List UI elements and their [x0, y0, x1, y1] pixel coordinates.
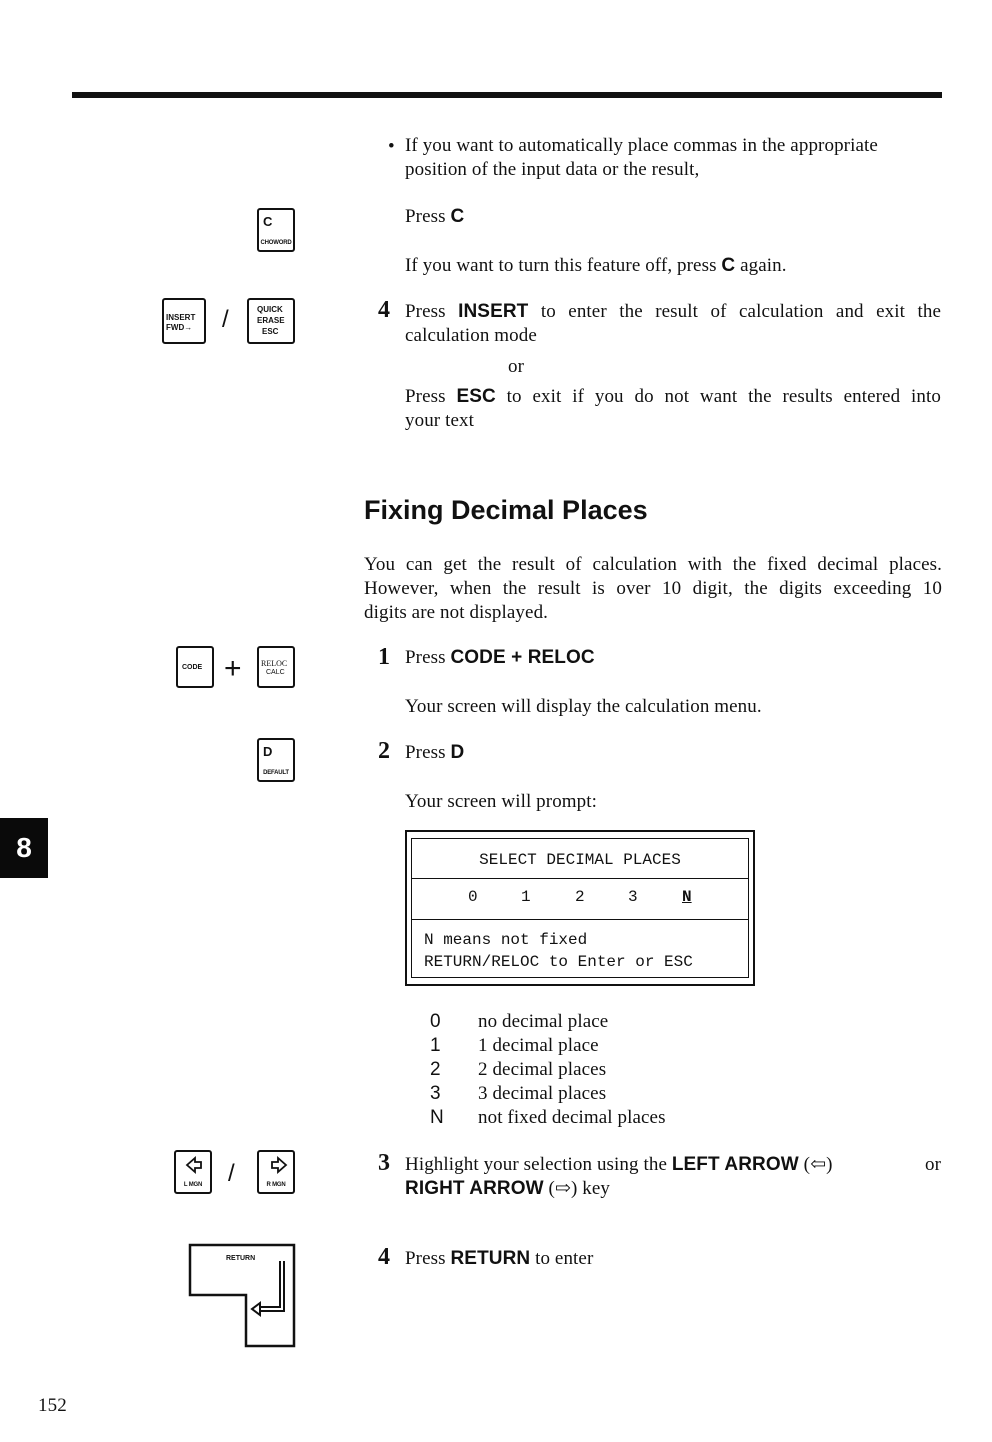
step-2-text: Press D	[405, 742, 465, 763]
code-key-icon: CODE	[176, 646, 214, 688]
right-arrow-icon	[270, 1156, 288, 1174]
press-c-line: Press C	[405, 206, 465, 227]
d-key-icon: D DEFAULT	[257, 738, 295, 782]
section-heading: Fixing Decimal Places	[364, 495, 648, 525]
c-key-icon: C CHOWORD	[257, 208, 295, 252]
step-number: 4	[378, 1244, 390, 1270]
step-1-result: Your screen will display the calculation menu.	[405, 696, 762, 717]
screen-divider	[412, 878, 748, 879]
screen-option-highlighted: N	[682, 888, 692, 906]
screen-note: RETURN/RELOC to Enter or ESC	[424, 953, 693, 971]
step-2-result: Your screen will prompt:	[405, 791, 598, 812]
header-rule	[72, 92, 942, 98]
screen-option: 3	[628, 888, 638, 906]
or-text: or	[508, 356, 525, 377]
screen-prompt-box	[405, 830, 755, 986]
screen-title: SELECT DECIMAL PLACES	[479, 851, 681, 869]
right-arrow-key-icon: R MGN	[257, 1150, 295, 1194]
plus-sign: +	[224, 652, 242, 685]
return-key-label: RETURN	[226, 1255, 256, 1262]
intro-text: If you want to automatically place commas in the appropriate position of the input data or the result,	[405, 135, 878, 180]
turn-off-line: If you want to turn this feature off, press C again.	[405, 255, 787, 276]
slash-separator: /	[228, 1160, 235, 1187]
bullet-mark: •	[388, 136, 395, 157]
left-arrow-key-icon: L MGN	[174, 1150, 212, 1194]
step-number: 4	[378, 297, 390, 323]
screen-option: 0	[468, 888, 478, 906]
section-paragraph: You can get the result of calculation with the fixed decimal places. However, when the result is over 10 digit, the digits exceeding 10 digits are not displayed.	[364, 554, 942, 623]
screen-option: 2	[575, 888, 585, 906]
esc-step-text: Press ESC to exit if you do not want the results entered into your text	[405, 386, 941, 431]
slash-separator: /	[222, 306, 229, 333]
step-number: 1	[378, 644, 390, 670]
screen-divider	[412, 919, 748, 920]
screen-option: 1	[521, 888, 531, 906]
legend-row: 2 2 decimal places	[430, 1059, 607, 1080]
step-number: 3	[378, 1150, 390, 1176]
screen-note: N means not fixed	[424, 931, 588, 949]
step-4-text: Press RETURN to enter	[405, 1248, 594, 1269]
insert-key-icon: INSERT FWD→	[162, 298, 206, 344]
step-1-text: Press CODE + RELOC	[405, 647, 595, 668]
left-arrow-icon	[185, 1156, 203, 1174]
legend-row: N not fixed decimal places	[430, 1107, 666, 1128]
reloc-calc-key-icon: RELOC CALC	[257, 646, 295, 688]
legend-row: 0 no decimal place	[430, 1011, 609, 1032]
options-legend	[430, 1010, 666, 1130]
insert-step-text: Press INSERT to enter the result of calculation and exit the calculation mode	[405, 301, 941, 346]
step-3-text: Highlight your selection using the LEFT ARROW (⇦) or RIGHT ARROW (⇨) key	[405, 1154, 941, 1199]
legend-row: 1 1 decimal place	[430, 1035, 599, 1056]
section-tab: 8	[0, 818, 48, 878]
step-number: 2	[378, 738, 390, 764]
screen-inner-frame	[411, 838, 749, 978]
page-number: 152	[38, 1395, 67, 1416]
quick-erase-esc-key-icon: QUICK ERASE ESC	[247, 298, 295, 344]
legend-row: 3 3 decimal places	[430, 1083, 607, 1104]
